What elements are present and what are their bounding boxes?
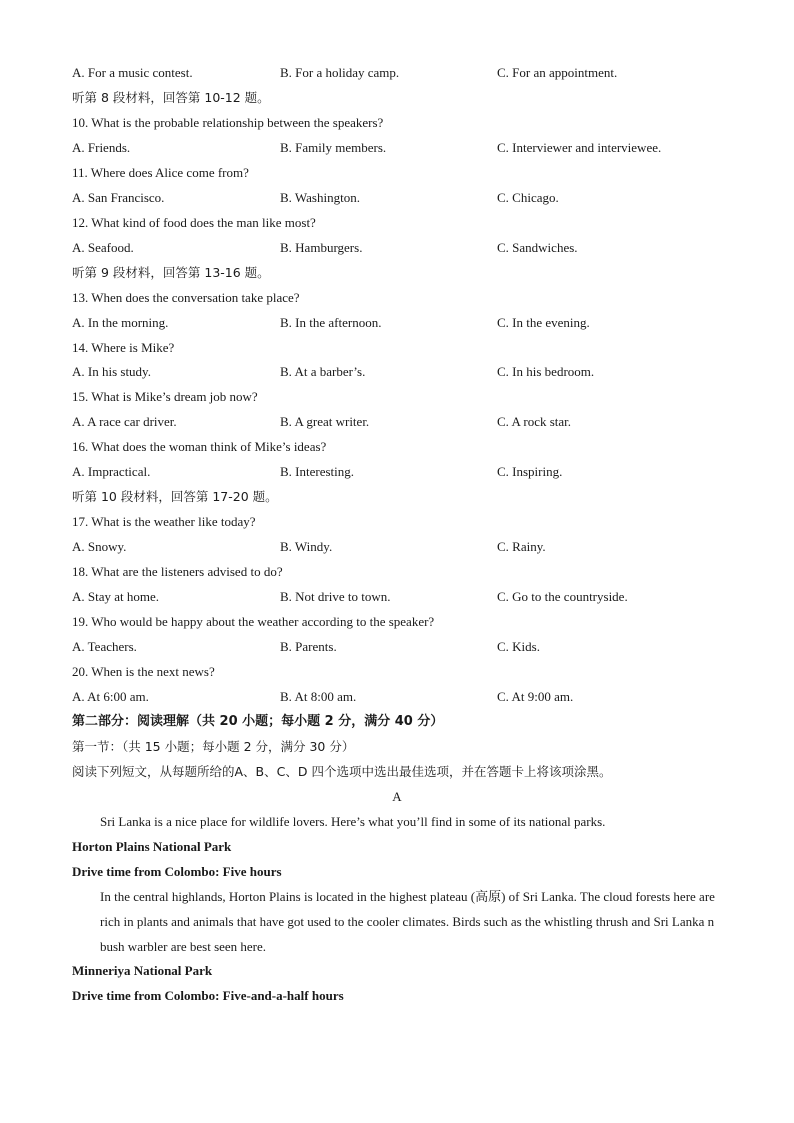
q14-option-b: B. At a barber’s. xyxy=(280,364,366,379)
section-8-heading: 听第 8 段材料，回答第 10-12 题。 xyxy=(72,90,270,105)
q12-option-c: C. Sandwiches. xyxy=(497,240,578,255)
q14-stem: 14. Where is Mike? xyxy=(72,340,175,355)
q11-option-b: B. Washington. xyxy=(280,190,360,205)
q11-stem: 11. Where does Alice come from? xyxy=(72,165,249,180)
q15-option-a: A. A race car driver. xyxy=(72,414,177,429)
q16-option-b: B. Interesting. xyxy=(280,464,355,479)
q12-option-a: A. Seafood. xyxy=(72,240,134,255)
q19-option-a: A. Teachers. xyxy=(72,639,137,654)
q13-stem: 13. When does the conversation take place? xyxy=(72,290,300,305)
part-2-heading: 第二部分：阅读理解（共 20 小题；每小题 2 分，满分 40 分） xyxy=(72,714,444,729)
q18-stem: 18. What are the listeners advised to do? xyxy=(72,564,283,579)
q10-option-a: A. Friends. xyxy=(72,140,131,155)
q18-option-b: B. Not drive to town. xyxy=(280,589,391,604)
q18-option-c: C. Go to the countryside. xyxy=(497,589,628,604)
q15-option-b: B. A great writer. xyxy=(280,414,370,429)
q19-stem: 19. Who would be happy about the weather according to the speaker? xyxy=(72,614,435,629)
q16-stem: 16. What does the woman think of Mike’s ideas? xyxy=(72,439,327,454)
q20-option-c: C. At 9:00 am. xyxy=(497,689,574,704)
park-2-name: Minneriya National Park xyxy=(72,963,213,978)
section-10-heading: 听第 10 段材料，回答第 17-20 题。 xyxy=(72,489,278,504)
q13-option-b: B. In the afternoon. xyxy=(280,315,382,330)
passage-intro: Sri Lanka is a nice place for wildlife lovers. Here’s what you’ll find in some of its national parks. xyxy=(100,814,606,829)
q9-option-a: A. For a music contest. xyxy=(72,65,193,80)
q17-stem: 17. What is the weather like today? xyxy=(72,514,256,529)
q17-option-c: C. Rainy. xyxy=(497,539,546,554)
q20-option-b: B. At 8:00 am. xyxy=(280,689,357,704)
park-1-drive-time: Drive time from Colombo: Five hours xyxy=(72,864,282,879)
passage-label: A xyxy=(392,789,402,804)
q14-option-c: C. In his bedroom. xyxy=(497,364,595,379)
q13-option-a: A. In the morning. xyxy=(72,315,169,330)
q11-option-a: A. San Francisco. xyxy=(72,190,165,205)
reading-instructions: 阅读下列短文，从每题所给的A、B、C、D 四个选项中选出最佳选项，并在答题卡上将该项涂黑。 xyxy=(72,764,612,779)
q20-option-a: A. At 6:00 am. xyxy=(72,689,149,704)
park-2-drive-time: Drive time from Colombo: Five-and-a-half hours xyxy=(72,988,344,1003)
park-1-description xyxy=(72,884,722,959)
q16-option-c: C. Inspiring. xyxy=(497,464,563,479)
q10-stem: 10. What is the probable relationship between the speakers? xyxy=(72,115,384,130)
q10-option-c: C. Interviewer and interviewee. xyxy=(497,140,662,155)
park-1-name: Horton Plains National Park xyxy=(72,839,232,854)
section-9-heading: 听第 9 段材料，回答第 13-16 题。 xyxy=(72,265,270,280)
q12-option-b: B. Hamburgers. xyxy=(280,240,363,255)
q15-stem: 15. What is Mike’s dream job now? xyxy=(72,389,258,404)
q17-option-a: A. Snowy. xyxy=(72,539,127,554)
q14-option-a: A. In his study. xyxy=(72,364,151,379)
q11-option-c: C. Chicago. xyxy=(497,190,559,205)
q19-option-b: B. Parents. xyxy=(280,639,337,654)
park-1-description-text: In the central highlands, Horton Plains is located in the highest plateau (高原) of Sri Lanka. The cloud forests here are rich in plants and animals that have got used to the cooler climates. Birds such as the whistling thrush and Sri Lanka n bush warbler are best seen here. xyxy=(100,889,715,954)
q19-option-c: C. Kids. xyxy=(497,639,540,654)
q10-option-b: B. Family members. xyxy=(280,140,387,155)
q13-option-c: C. In the evening. xyxy=(497,315,590,330)
q16-option-a: A. Impractical. xyxy=(72,464,151,479)
q12-stem: 12. What kind of food does the man like most? xyxy=(72,215,316,230)
section-1-heading: 第一节：（共 15 小题；每小题 2 分，满分 30 分） xyxy=(72,739,355,754)
q9-option-c: C. For an appointment. xyxy=(497,65,618,80)
q17-option-b: B. Windy. xyxy=(280,539,333,554)
q20-stem: 20. When is the next news? xyxy=(72,664,215,679)
q15-option-c: C. A rock star. xyxy=(497,414,572,429)
q9-option-b: B. For a holiday camp. xyxy=(280,65,400,80)
q18-option-a: A. Stay at home. xyxy=(72,589,160,604)
